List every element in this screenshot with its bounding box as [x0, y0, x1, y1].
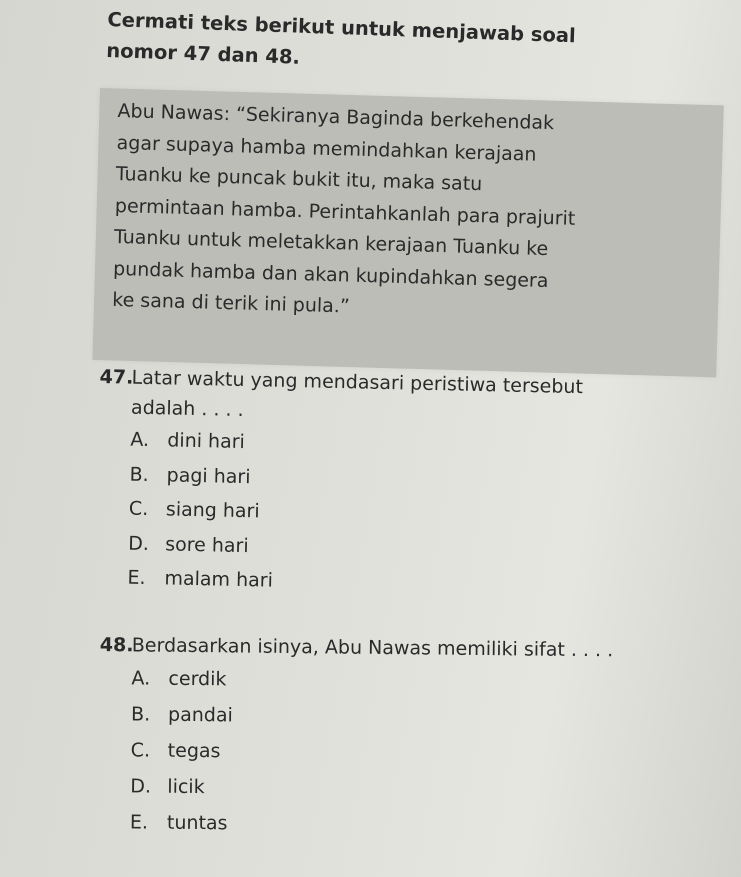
- answer-option-b[interactable]: [131, 696, 613, 737]
- instruction-heading: [106, 4, 708, 87]
- question-number: 48.: [99, 633, 134, 657]
- option-letter: A.: [130, 428, 150, 452]
- answer-option-d[interactable]: [130, 768, 612, 809]
- passage-line: Tuanku ke puncak bukit itu, maka satu: [115, 162, 483, 196]
- answer-option-c[interactable]: [131, 732, 613, 773]
- question-text: Berdasarkan isinya, Abu Nawas memiliki sifat . . . .: [131, 634, 614, 662]
- option-letter: C.: [130, 739, 151, 762]
- option-text: dini hari: [167, 429, 246, 454]
- instruction-line: nomor 47 dan 48.: [105, 38, 301, 69]
- option-letter: C.: [128, 497, 149, 521]
- option-letter: E.: [129, 811, 149, 834]
- passage-line: Tuanku untuk meletakkan kerajaan Tuanku ke: [113, 225, 549, 261]
- option-text: tegas: [167, 739, 221, 763]
- passage-line: agar supaya hamba memindahkan kerajaan: [116, 131, 537, 166]
- option-letter: D.: [130, 775, 152, 798]
- passage-line: Abu Nawas: “Sekiranya Baginda berkehendak: [117, 99, 555, 135]
- passage-text: [112, 96, 718, 333]
- option-letter: B.: [129, 463, 149, 486]
- option-letter: D.: [127, 532, 150, 555]
- option-text: siang hari: [165, 498, 260, 523]
- option-text: tuntas: [166, 811, 228, 835]
- question-continuation: adalah . . . .: [130, 396, 244, 422]
- question-47: [95, 362, 583, 605]
- question-text: Latar waktu yang mendasari peristiwa tersebut: [131, 366, 584, 399]
- option-text: sore hari: [164, 532, 249, 557]
- answer-option-e[interactable]: [130, 804, 612, 845]
- option-letter: E.: [127, 566, 146, 589]
- question-number: 47.: [99, 365, 134, 389]
- instruction-line: Cermati teks berikut untuk menjawab soal: [107, 7, 577, 48]
- option-text: pagi hari: [166, 463, 251, 488]
- option-text: pandai: [168, 703, 233, 727]
- answer-options: [95, 422, 582, 605]
- question-48: [98, 630, 614, 845]
- passage-line: permintaan hamba. Perintahkanlah para prajurit: [114, 194, 576, 230]
- passage-line: ke sana di terik ini pula.”: [111, 288, 351, 318]
- option-letter: A.: [131, 667, 151, 690]
- option-text: malam hari: [164, 567, 274, 592]
- option-text: licik: [167, 775, 205, 799]
- answer-options: [98, 660, 613, 845]
- passage-line: pundak hamba dan akan kupindahkan segera: [112, 257, 549, 292]
- option-letter: B.: [131, 703, 151, 726]
- answer-option-a[interactable]: [131, 660, 613, 701]
- option-text: cerdik: [168, 667, 227, 691]
